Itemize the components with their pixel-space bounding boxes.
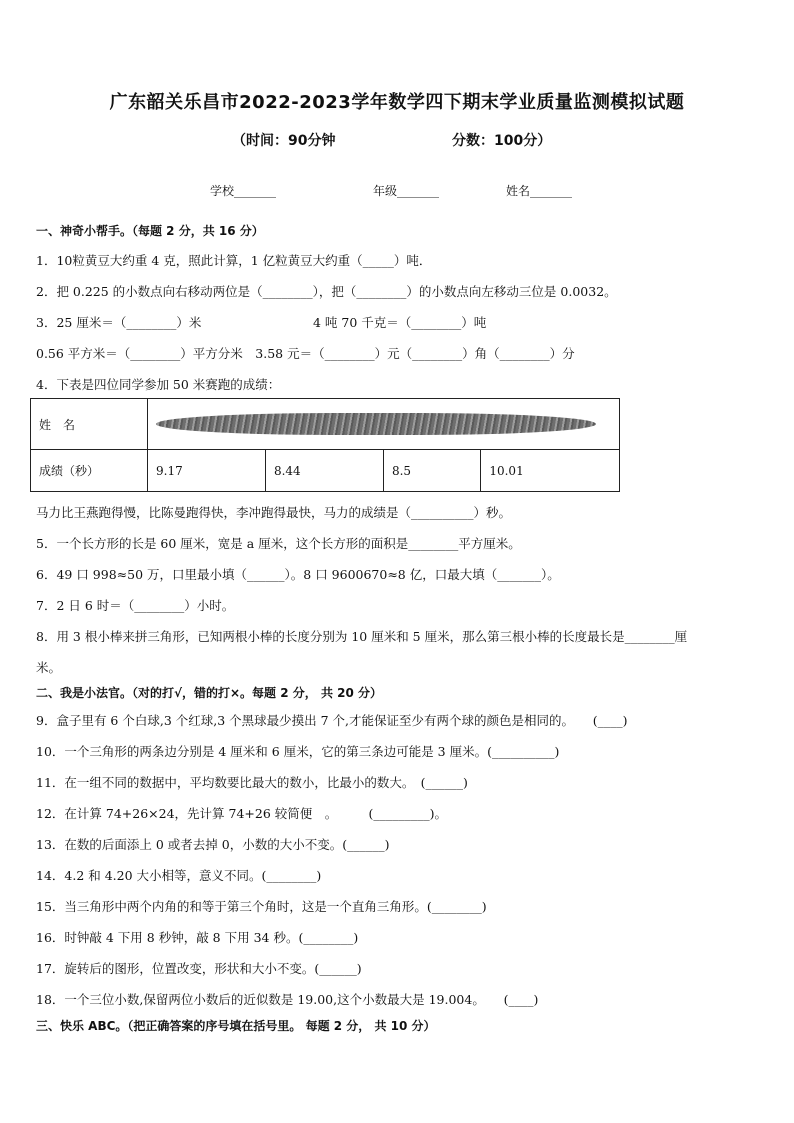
question-18: 18．一个三位小数,保留两位小数后的近似数是 19.00,这个小数最大是 19.004。 (____) xyxy=(36,992,539,1007)
question-14: 14．4.2 和 4.20 大小相等，意义不同。(________) xyxy=(36,868,322,883)
table-row xyxy=(31,399,620,450)
names-blurred-cell xyxy=(148,399,620,450)
exam-score: 分数：100分） xyxy=(452,133,552,149)
question-8-cont: 米。 xyxy=(36,660,62,675)
question-3c: 0.56 平方米＝（________）平方分米 3.58 元＝（________）元（________）角（________）分 xyxy=(36,346,575,361)
name-field[interactable]: 姓名_______ xyxy=(506,184,573,198)
question-6: 6．49 口 998≈50 万，口里最小填（______）。8 口 9600670≈8 亿，口最大填（_______）。 xyxy=(36,567,560,582)
question-2: 2．把 0.225 的小数点向右移动两位是（________），把（________）的小数点向左移动三位是 0.0032。 xyxy=(36,284,617,299)
question-4b: 马力比王燕跑得慢，比陈曼跑得快，李冲跑得最快，马力的成绩是（__________）秒。 xyxy=(36,505,512,520)
question-3a: 3．25 厘米＝（________）米 xyxy=(36,315,202,330)
question-13: 13．在数的后面添上 0 或者去掉 0，小数的大小不变。(______) xyxy=(36,837,390,852)
question-10: 10．一个三角形的两条边分别是 4 厘米和 6 厘米，它的第三条边可能是 3 厘米。(__________) xyxy=(36,744,560,759)
exam-time: （时间：90分钟 xyxy=(232,133,336,149)
question-15: 15．当三角形中两个内角的和等于第三个角时，这是一个直角三角形。(________) xyxy=(36,899,487,914)
score-cell: 8.44 xyxy=(265,450,383,492)
question-17: 17．旋转后的图形，位置改变，形状和大小不变。(______) xyxy=(36,961,362,976)
score-header-cell: 成绩（秒） xyxy=(31,450,148,492)
section2-title: 二、我是小法官。（对的打√，错的打×。每题 2 分， 共 20 分） xyxy=(36,686,382,700)
grade-field[interactable]: 年级_______ xyxy=(373,184,440,198)
question-3b: 4 吨 70 千克＝（________）吨 xyxy=(313,315,487,330)
question-11: 11．在一组不同的数据中，平均数要比最大的数小，比最小的数大。 (______) xyxy=(36,775,468,790)
question-16: 16．时钟敲 4 下用 8 秒钟，敲 8 下用 34 秒。(________) xyxy=(36,930,359,945)
section1-title: 一、神奇小帮手。（每题 2 分，共 16 分） xyxy=(36,224,264,238)
name-header-cell: 姓 名 xyxy=(31,399,148,450)
score-cell: 9.17 xyxy=(148,450,266,492)
score-cell: 10.01 xyxy=(481,450,620,492)
question-9: 9．盒子里有 6 个白球,3 个红球,3 个黑球最少摸出 7 个,才能保证至少有两个球的颜色是相同的。 (____) xyxy=(36,713,628,728)
blurred-names-image xyxy=(156,413,596,435)
question-4: 4．下表是四位同学参加 50 米赛跑的成绩： xyxy=(36,377,281,392)
exam-title: 广东韶关乐昌市2022-2023学年数学四下期末学业质量监测模拟试题 xyxy=(109,92,685,113)
section3-title: 三、快乐 ABC。（把正确答案的序号填在括号里。 每题 2 分， 共 10 分） xyxy=(36,1019,436,1033)
question-8: 8．用 3 根小棒来拼三角形，已知两根小棒的长度分别为 10 厘米和 5 厘米，那么第三根小棒的长度最长是________厘 xyxy=(36,629,688,644)
race-results-table xyxy=(30,398,620,492)
school-field[interactable]: 学校_______ xyxy=(210,184,277,198)
question-5: 5．一个长方形的长是 60 厘米，宽是 a 厘米，这个长方形的面积是________平方厘米。 xyxy=(36,536,521,551)
question-12: 12．在计算 74+26×24，先计算 74+26 较简便 。 (_________)。 xyxy=(36,806,448,821)
question-7: 7．2 日 6 时＝（________）小时。 xyxy=(36,598,235,613)
table-row xyxy=(31,450,620,492)
question-1: 1．10粒黄豆大约重 4 克，照此计算，1 亿粒黄豆大约重（_____）吨． xyxy=(36,253,432,268)
score-cell: 8.5 xyxy=(383,450,480,492)
